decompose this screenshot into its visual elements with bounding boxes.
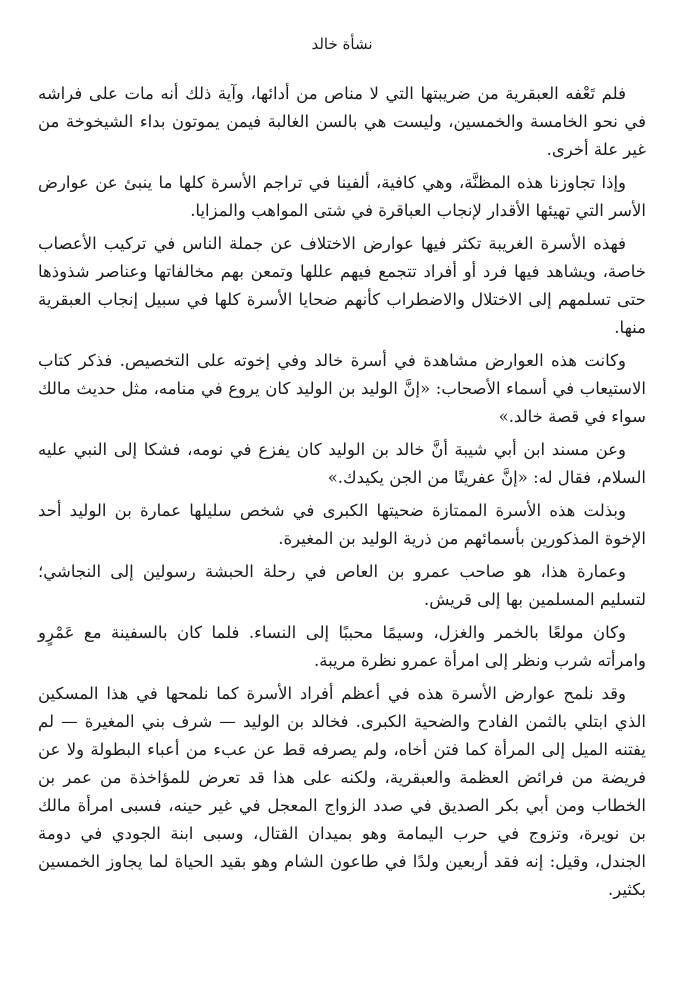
paragraph: وعمارة هذا، هو صاحب عمرو بن العاص في رحلة الحبشة رسولين إلى النجاشي؛ لتسليم المسلمين بها إلى قريش. (38, 562, 646, 609)
paragraph: وكان مولعًا بالخمر والغزل، وسيمًا محببًا إلى النساء. فلما كان بالسفينة مع عَمْرٍو وامرأته شرب ونظر إلى امرأة عمرو نظرة مريبة. (38, 623, 646, 670)
paragraph: وكانت هذه العوارض مشاهدة في أسرة خالد وفي إخوته على التخصيص. فذكر كتاب الاستيعاب في أسماء الأصحاب: «إنَّ الوليد بن الوليد كان يروع في منامه، مثل حديث مالك سواء في قصة خالد.» (38, 351, 646, 426)
paragraph: وعن مسند ابن أبي شيبة أنَّ خالد بن الوليد كان يفزع في نومه، فشكا إلى النبي عليه السلام، فقال له: «إنَّ عفريتًا من الجن يكيدك.» (38, 440, 646, 487)
paragraph: فهذه الأسرة الغريبة تكثر فيها عوارض الاختلاف عن جملة الناس في تركيب الأعصاب خاصة، ويشاهد فيها فرد أو أفراد تتجمع فيهم عللها وتمعن بهم مخالفاتها وعناصر شذوذها حتى تسلمهم إلى الاختلال والاضطراب كأنهم ضحايا الأسرة كلها في سبيل إنجاب العبقرية منها. (38, 234, 646, 337)
paragraph: فلم تَعْفه العبقرية من ضريبتها التي لا مناص من أدائها، وآية ذلك أنه مات على فراشه في نحو الخامسة والخمسين، وليست هي بالسن الغالبة فيمن يموتون بداء الشيخوخة من غير علة أخرى. (38, 84, 646, 159)
running-header: نشأة خالد (311, 35, 373, 53)
paragraph: وإذا تجاوزنا هذه المظنَّة، وهي كافية، ألفينا في تراجم الأسرة كلها ما ينبئ عن عوارض الأسر التي تهيئها الأقدار لإنجاب العباقرة في شتى المواهب والمزايا. (38, 173, 646, 220)
paragraph: وقد نلمح عوارض الأسرة هذه في أعظم أفراد الأسرة كما نلمحها في هذا المسكين الذي ابتلي بالثمن الفادح والضحية الكبرى. فخالد بن الوليد — شرف بني المغيرة — لم يفتنه الميل إلى المرأة كما فتن أخاه، ولم يصرفه قط عن عبء من أعباء البطولة ولا عن فريضة من فرائض العظمة والعبقرية، ولكنه على هذا قد تعرض للمؤاخذة من عمر بن الخطاب ومن أبي بكر الصديق في صدد الزواج المعجل في غير حينه، فسبى امرأة مالك بن نويرة، وتزوج في حرب اليمامة وهو بميدان القتال، وسبى ابنة الجودي في دومة الجندل، وقيل: إنه فقد أربعين ولدًا في طاعون الشام وهو بقيد الحياة لما يجاوز الخمسين بكثير. (38, 684, 646, 899)
body-text (38, 80, 646, 909)
paragraph: وبذلت هذه الأسرة الممتازة ضحيتها الكبرى في شخص سليلها عمارة بن الوليد أحد الإخوة المذكورين بأسمائهم من ذرية الوليد بن المغيرة. (38, 501, 646, 548)
